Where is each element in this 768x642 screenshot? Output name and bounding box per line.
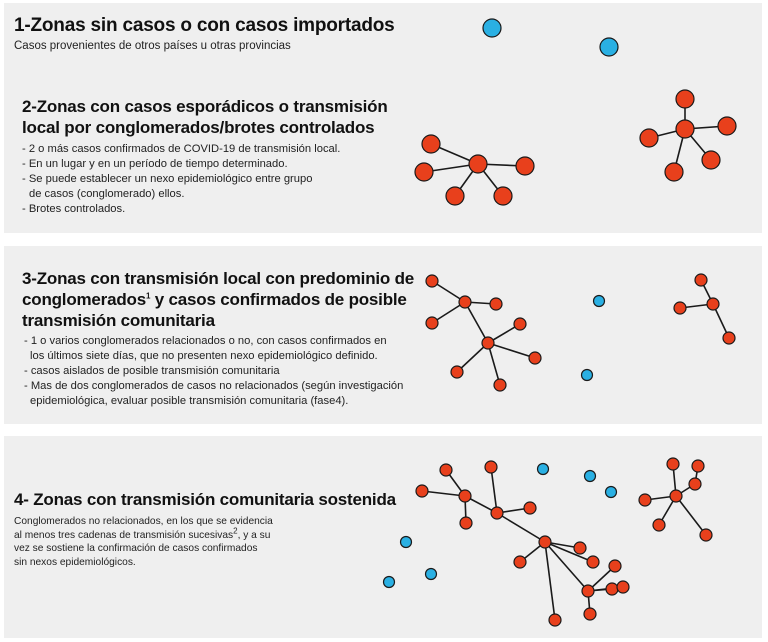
confirmed-case-node [514,318,526,330]
confirmed-case-node [485,461,497,473]
zone-3-cluster-left [426,275,605,391]
zone-1-title: 1-Zonas sin casos o con casos importados [14,15,395,36]
zone-3-bullet: - Mas de dos conglomerados de casos no relacionados (según investigación [24,380,404,392]
zone-1-imported-cases [483,19,618,56]
confirmed-case-node [676,120,694,138]
zone-4-desc-line: Conglomerados no relacionados, en los que se evidencia [14,516,273,527]
isolated-case-node [600,38,618,56]
confirmed-case-node [700,529,712,541]
confirmed-case-node [482,337,494,349]
confirmed-case-node [494,379,506,391]
confirmed-case-node [718,117,736,135]
confirmed-case-node [451,366,463,378]
transmission-link [491,467,497,513]
confirmed-case-node [617,581,629,593]
confirmed-case-node [665,163,683,181]
confirmed-case-node [689,478,701,490]
confirmed-case-node [539,536,551,548]
confirmed-case-node [460,517,472,529]
transmission-link [545,542,555,620]
confirmed-case-node [494,187,512,205]
isolated-case-node [594,296,605,307]
zone-3-title-line1: 3-Zonas con transmisión local con predominio de [22,269,415,288]
zone-4-desc-text: , y a su [237,529,271,541]
zone-3-bullet: epidemiológica, evaluar posible transmisión comunitaria (fase4). [30,395,349,407]
confirmed-case-node [422,135,440,153]
confirmed-case-node [695,274,707,286]
confirmed-case-node [584,608,596,620]
isolated-case-node [582,370,593,381]
zone-3-bullet: los últimos siete días, que no presenten nexo epidemiológico definido. [30,350,378,362]
confirmed-case-node [446,187,464,205]
confirmed-case-node [491,507,503,519]
confirmed-case-node [549,614,561,626]
confirmed-case-node [707,298,719,310]
confirmed-case-node [609,560,621,572]
isolated-case-node [538,464,549,475]
isolated-case-node [401,537,412,548]
confirmed-case-node [516,157,534,175]
confirmed-case-node [426,317,438,329]
confirmed-case-node [723,332,735,344]
isolated-case-node [585,471,596,482]
zone-2-bullet: - Se puede establecer un nexo epidemiológico entre grupo [22,173,313,185]
confirmed-case-node [440,464,452,476]
isolated-case-node [606,487,617,498]
confirmed-case-node [674,302,686,314]
zone-1-subtitle: Casos provenientes de otros países u otras provincias [14,40,291,52]
zone-4-chain [384,461,630,626]
zone-2-bullet: de casos (conglomerado) ellos. [29,188,185,200]
footnote-2-marker: 2 [233,526,238,536]
confirmed-case-node [640,129,658,147]
zone-3-bullet: - 1 o varios conglomerados relacionados o no, con casos confirmados en [24,335,387,347]
isolated-case-node [384,577,395,588]
confirmed-case-node [702,151,720,169]
zone-2-title-line2: local por conglomerados/brotes controlados [22,118,375,137]
zone-4-desc-line: vez se sostiene la confirmación de casos confirmados [14,543,258,555]
isolated-case-node [483,19,501,37]
zone-2-bullet: - Brotes controlados. [22,203,126,215]
confirmed-case-node [415,163,433,181]
zone-4-desc-line: sin nexos epidemiológicos. [14,556,136,568]
zone-3-title-conglomerados: conglomerados [22,290,146,309]
confirmed-case-node [582,585,594,597]
transmission-link [488,343,535,358]
confirmed-case-node [667,458,679,470]
confirmed-case-node [469,155,487,173]
confirmed-case-node [459,296,471,308]
confirmed-case-node [574,542,586,554]
confirmed-case-node [514,556,526,568]
confirmed-case-node [459,490,471,502]
zone-4-title: 4- Zonas con transmisión comunitaria sostenida [14,490,396,509]
isolated-case-node [426,569,437,580]
zone-2-bullet: - 2 o más casos confirmados de COVID-19 de transmisión local. [22,143,341,155]
zone-2-cluster-left [415,135,534,205]
zone-3-title-line3: transmisión comunitaria [22,311,215,330]
confirmed-case-node [529,352,541,364]
zone-3-bullet: - casos aislados de posible transmisión comunitaria [24,365,280,377]
zone-4-desc-text: al menos tres cadenas de transmisión sucesivas [14,529,234,541]
zone-2-cluster-right [640,90,736,181]
confirmed-case-node [587,556,599,568]
zone-3-title-rest: y casos confirmados de posible [150,290,407,309]
confirmed-case-node [670,490,682,502]
confirmed-case-node [676,90,694,108]
confirmed-case-node [653,519,665,531]
confirmed-case-node [524,502,536,514]
transmission-link [465,302,488,343]
confirmed-case-node [490,298,502,310]
confirmed-case-node [426,275,438,287]
zone-2-bullet: - En un lugar y en un período de tiempo determinado. [22,158,288,170]
confirmed-case-node [416,485,428,497]
transmission-link [676,496,706,535]
zone-2-title-line1: 2-Zonas con casos esporádicos o transmisión [22,97,388,116]
confirmed-case-node [692,460,704,472]
footnote-1-marker: 1 [145,291,151,301]
zone-3-cluster-right [674,274,735,344]
zone-4-cluster-right [639,458,712,541]
transmission-link [497,513,545,542]
confirmed-case-node [639,494,651,506]
confirmed-case-node [606,583,618,595]
